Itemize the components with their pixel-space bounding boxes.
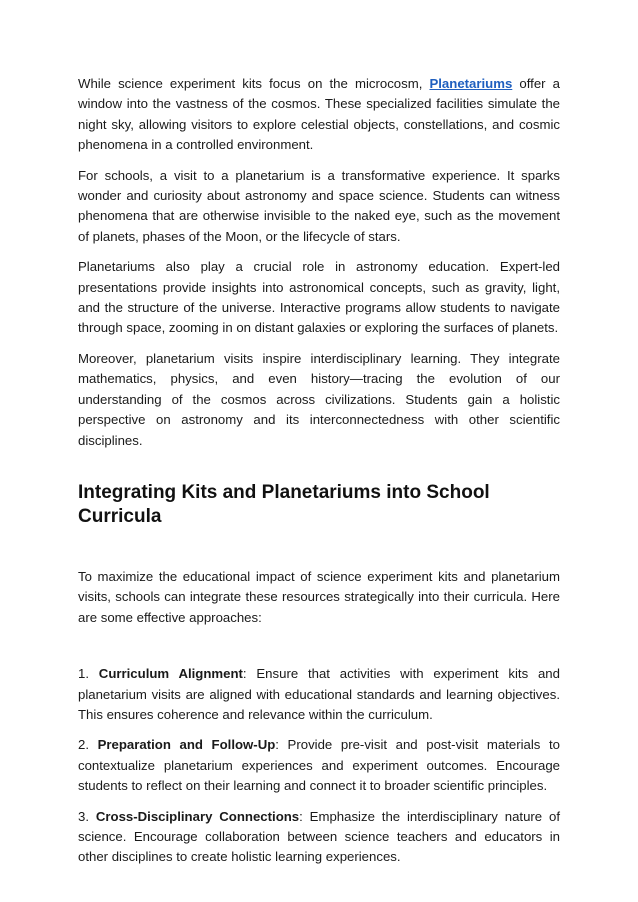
- document-content: [78, 74, 560, 878]
- planetariums-link[interactable]: Planetariums: [429, 76, 513, 91]
- paragraph-curricula-intro: To maximize the educational impact of science experiment kits and planetarium visits, schools can integrate these resources strategically into their curricula. Here are some effective approaches:: [78, 568, 560, 625]
- item-number: 3.: [78, 808, 96, 824]
- paragraph-astronomy-education: Planetariums also play a crucial role in astronomy education. Expert-led presentations provide insights into astronomical concepts, such as gravity, light, and the structure of the universe. Interactive programs allow students to navigate through space, zooming in on distant galaxies or exploring the surfaces of planets.: [78, 259, 560, 336]
- paragraph-schools-visit: For schools, a visit to a planetarium is a transformative experience. It sparks wonder and curiosity about astronomy and space science. Students can witness phenomena that are otherwise invisible to the naked eye, such as the movement of planets, phases of the Moon, or the lifecycle of stars.: [78, 167, 560, 244]
- paragraph-text: offer a window into the vastness of the cosmos. These specialized facilities simulate the night sky, allowing visitors to explore celestial objects, constellations, and cosmic phenomena in a controlled environment.: [78, 76, 560, 153]
- paragraph-planetariums-intro: [78, 74, 560, 156]
- list-item-2: [78, 735, 560, 796]
- paragraph-text: While science experiment kits focus on the microcosm,: [78, 76, 430, 91]
- item-title: Preparation and Follow-Up: [97, 737, 276, 753]
- item-text: : Ensure that activities with experiment kits and planetarium visits are aligned with educational standards and learning objectives. This ensures coherence and relevance within the curriculum.: [78, 666, 560, 722]
- item-title: Curriculum Alignment: [98, 666, 243, 682]
- item-number: 2.: [78, 737, 98, 753]
- paragraph-interdisciplinary: Moreover, planetarium visits inspire interdisciplinary learning. They integrate mathematics, physics, and even history—tracing the evolution of our understanding of the cosmos across civilizations. Students gain a holistic perspective on astronomy and its interconnectedness with other scientific disciplines.: [78, 350, 560, 448]
- item-text: : Emphasize the interdisciplinary nature of science. Encourage collaboration between science teachers and educators in other disciplines to create holistic learning experiences.: [78, 808, 560, 865]
- list-item-3: [78, 807, 560, 868]
- item-number: 1.: [78, 666, 99, 682]
- item-title: Cross-Disciplinary Connections: [95, 808, 300, 824]
- section-heading: Integrating Kits and Planetariums into School Curricula: [78, 481, 490, 527]
- list-item-1: [78, 664, 560, 725]
- item-text: : Provide pre-visit and post-visit materials to contextualize planetarium experiences and experiment outcomes. Encourage students to reflect on their learning and connect it to broader scientific principles.: [78, 737, 560, 794]
